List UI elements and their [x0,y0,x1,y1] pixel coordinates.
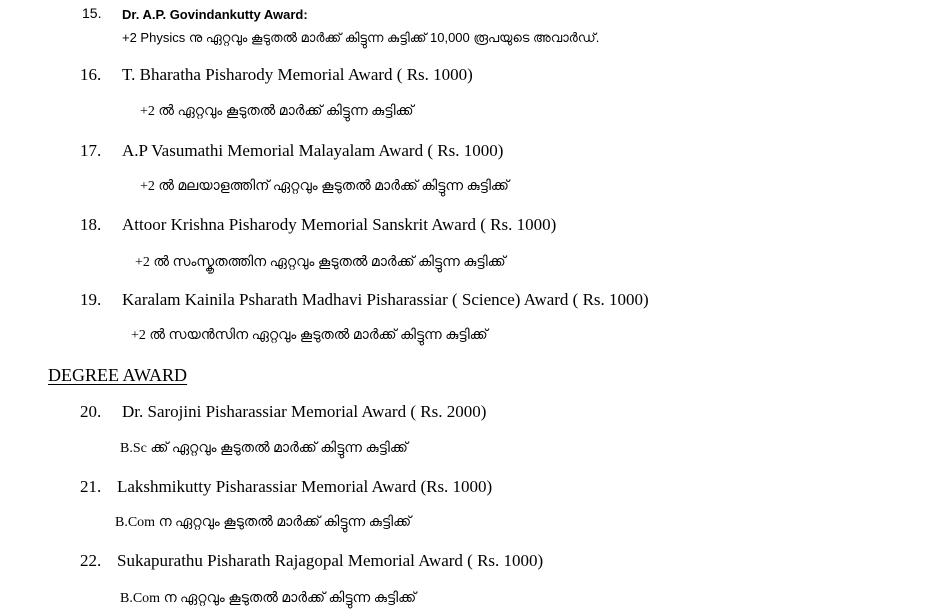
item-19-number: 19. [80,290,102,309]
item-20-description: B.Sc ക്ക് ഏറ്റവും കൂടുതൽ മാർക്ക് കിട്ടുന്ന കുട്ടിക്ക് [120,441,408,456]
item-21-title: Lakshmikutty Pisharassiar Memorial Award (Rs. 1000) [117,477,493,496]
item-21-description: B.Com ന ഏറ്റവും കൂടുതൽ മാർക്ക് കിട്ടുന്ന കുട്ടിക്ക് [115,515,412,530]
item-15-description: +2 Physics നു ഏറ്റവും കൂടുതൽ മാർക്ക് കിട്ടുന്ന കുട്ടിക്ക് 10,000 രൂപയുടെ അവാർഡ്. [122,30,600,45]
item-15-number: 15. [82,5,102,21]
item-18-title: Attoor Krishna Pisharody Memorial Sanskrit Award ( Rs. 1000) [122,215,557,234]
item-21-number: 21. [80,477,102,496]
item-17-description: +2 ൽ മലയാളത്തിന് ഏറ്റവും കൂടുതൽ മാർക്ക് കിട്ടുന്ന കുട്ടിക്ക് [140,179,509,194]
item-19-title: Karalam Kainila Psharath Madhavi Pisharassiar ( Science) Award ( Rs. 1000) [122,290,649,309]
item-22-title: Sukapurathu Pisharath Rajagopal Memorial Award ( Rs. 1000) [117,551,544,570]
item-19-description: +2 ൽ സയൻസിന ഏറ്റവും കൂടുതൽ മാർക്ക് കിട്ടുന്ന കുട്ടിക്ക് [131,328,488,343]
item-17-number: 17. [80,141,102,160]
item-16-description: +2 ൽ ഏറ്റവും കൂടുതൽ മാർക്ക് കിട്ടുന്ന കുട്ടിക്ക് [140,104,414,119]
item-18-description: +2 ൽ സംസ്കൃതത്തിന ഏറ്റവും കൂടുതൽ മാർക്ക് കിട്ടുന്ന കുട്ടിക്ക് [135,255,506,270]
item-22-number: 22. [80,551,102,570]
item-18-number: 18. [80,215,102,234]
item-15-title: Dr. A.P. Govindankutty Award: [122,7,308,22]
item-20-title: Dr. Sarojini Pisharassiar Memorial Award ( Rs. 2000) [122,402,487,421]
item-17-title: A.P Vasumathi Memorial Malayalam Award ( Rs. 1000) [122,141,504,160]
item-16-title: T. Bharatha Pisharody Memorial Award ( Rs. 1000) [122,65,473,84]
degree-award-heading: DEGREE AWARD [48,365,188,385]
item-20-number: 20. [80,402,102,421]
item-16-number: 16. [80,65,102,84]
item-22-description: B.Com ന ഏറ്റവും കൂടുതൽ മാർക്ക് കിട്ടുന്ന കുട്ടിക്ക് [120,591,417,606]
